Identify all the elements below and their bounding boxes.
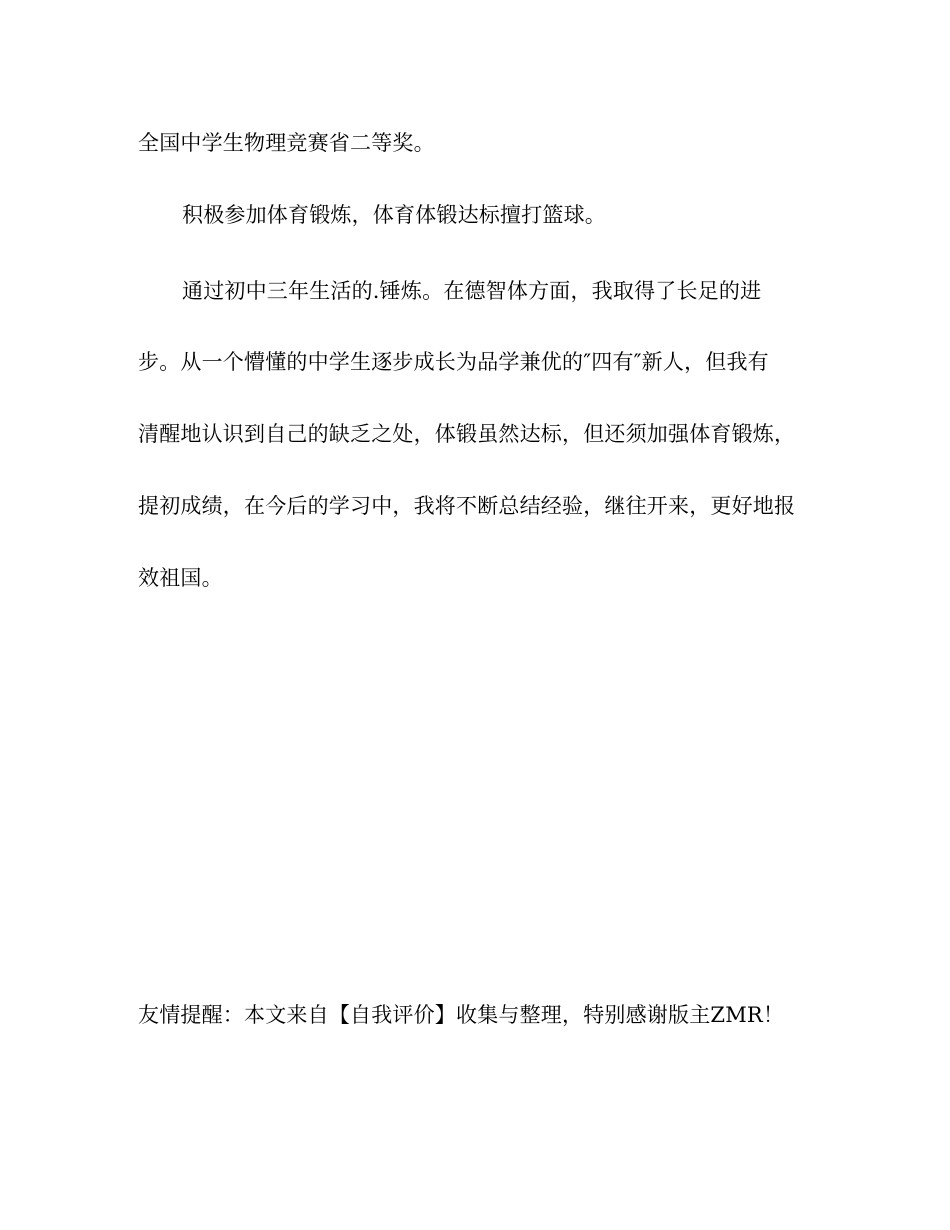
- paragraph-line: 效祖国。: [138, 566, 223, 590]
- paragraph-line: 提初成绩，在今后的学习中，我将不断总结经验，继往开来，更好地报: [138, 494, 796, 518]
- footer-note: 友情提醒：本文来自【自我评价】收集与整理，特别感谢版主ZMR！: [138, 1003, 785, 1027]
- paragraph-line: 全国中学生物理竞赛省二等奖。: [138, 131, 435, 155]
- paragraph-line: 通过初中三年生活的.锤炼。在德智体方面，我取得了长足的进: [182, 279, 762, 303]
- paragraph-line: 步。从一个懵懂的中学生逐步成长为品学兼优的″四有″新人，但我有: [138, 350, 769, 374]
- paragraph-line: 积极参加体育锻炼，体育体锻达标擅打篮球。: [182, 203, 606, 227]
- paragraph-line: 清醒地认识到自己的缺乏之处，体锻虽然达标，但还须加强体育锻炼，: [138, 422, 796, 446]
